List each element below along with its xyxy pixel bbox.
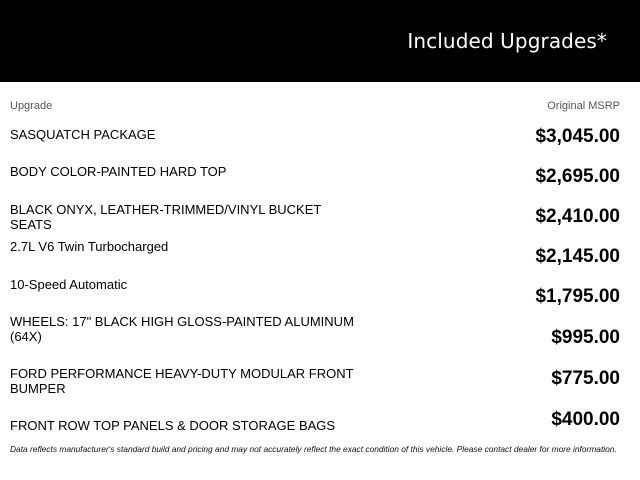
upgrade-price: $2,145.00 (535, 246, 620, 267)
upgrade-name: SASQUATCH PACKAGE (10, 127, 156, 142)
upgrade-name: FRONT ROW TOP PANELS & DOOR STORAGE BAGS (10, 418, 336, 433)
column-header-upgrade: Upgrade (10, 100, 53, 112)
upgrade-price: $2,410.00 (535, 206, 620, 227)
upgrade-name: WHEELS: 17" BLACK HIGH GLOSS-PAINTED ALUMINUM (64X) (10, 314, 354, 344)
upgrade-price: $3,045.00 (535, 126, 620, 147)
page-title: Included Upgrades* (407, 29, 607, 53)
upgrade-name: 2.7L V6 Twin Turbocharged (10, 239, 169, 254)
upgrade-name: 10-Speed Automatic (10, 277, 128, 292)
upgrade-price: $400.00 (551, 409, 620, 430)
column-header-msrp: Original MSRP (547, 100, 620, 112)
upgrade-name: FORD PERFORMANCE HEAVY-DUTY MODULAR FRONT BUMPER (10, 366, 354, 396)
upgrade-price: $1,795.00 (535, 286, 620, 307)
upgrade-price: $775.00 (551, 368, 620, 389)
header-banner (0, 0, 640, 82)
upgrade-price: $2,695.00 (535, 166, 620, 187)
upgrade-name: BLACK ONYX, LEATHER-TRIMMED/VINYL BUCKET SEATS (10, 202, 322, 232)
upgrade-price: $995.00 (551, 327, 620, 348)
upgrade-name: BODY COLOR-PAINTED HARD TOP (10, 164, 227, 179)
disclaimer-text: Data reflects manufacturer's standard build and pricing and may not accurately reflect the exact condition of this vehicle. Please contact dealer for more information. (10, 444, 617, 454)
